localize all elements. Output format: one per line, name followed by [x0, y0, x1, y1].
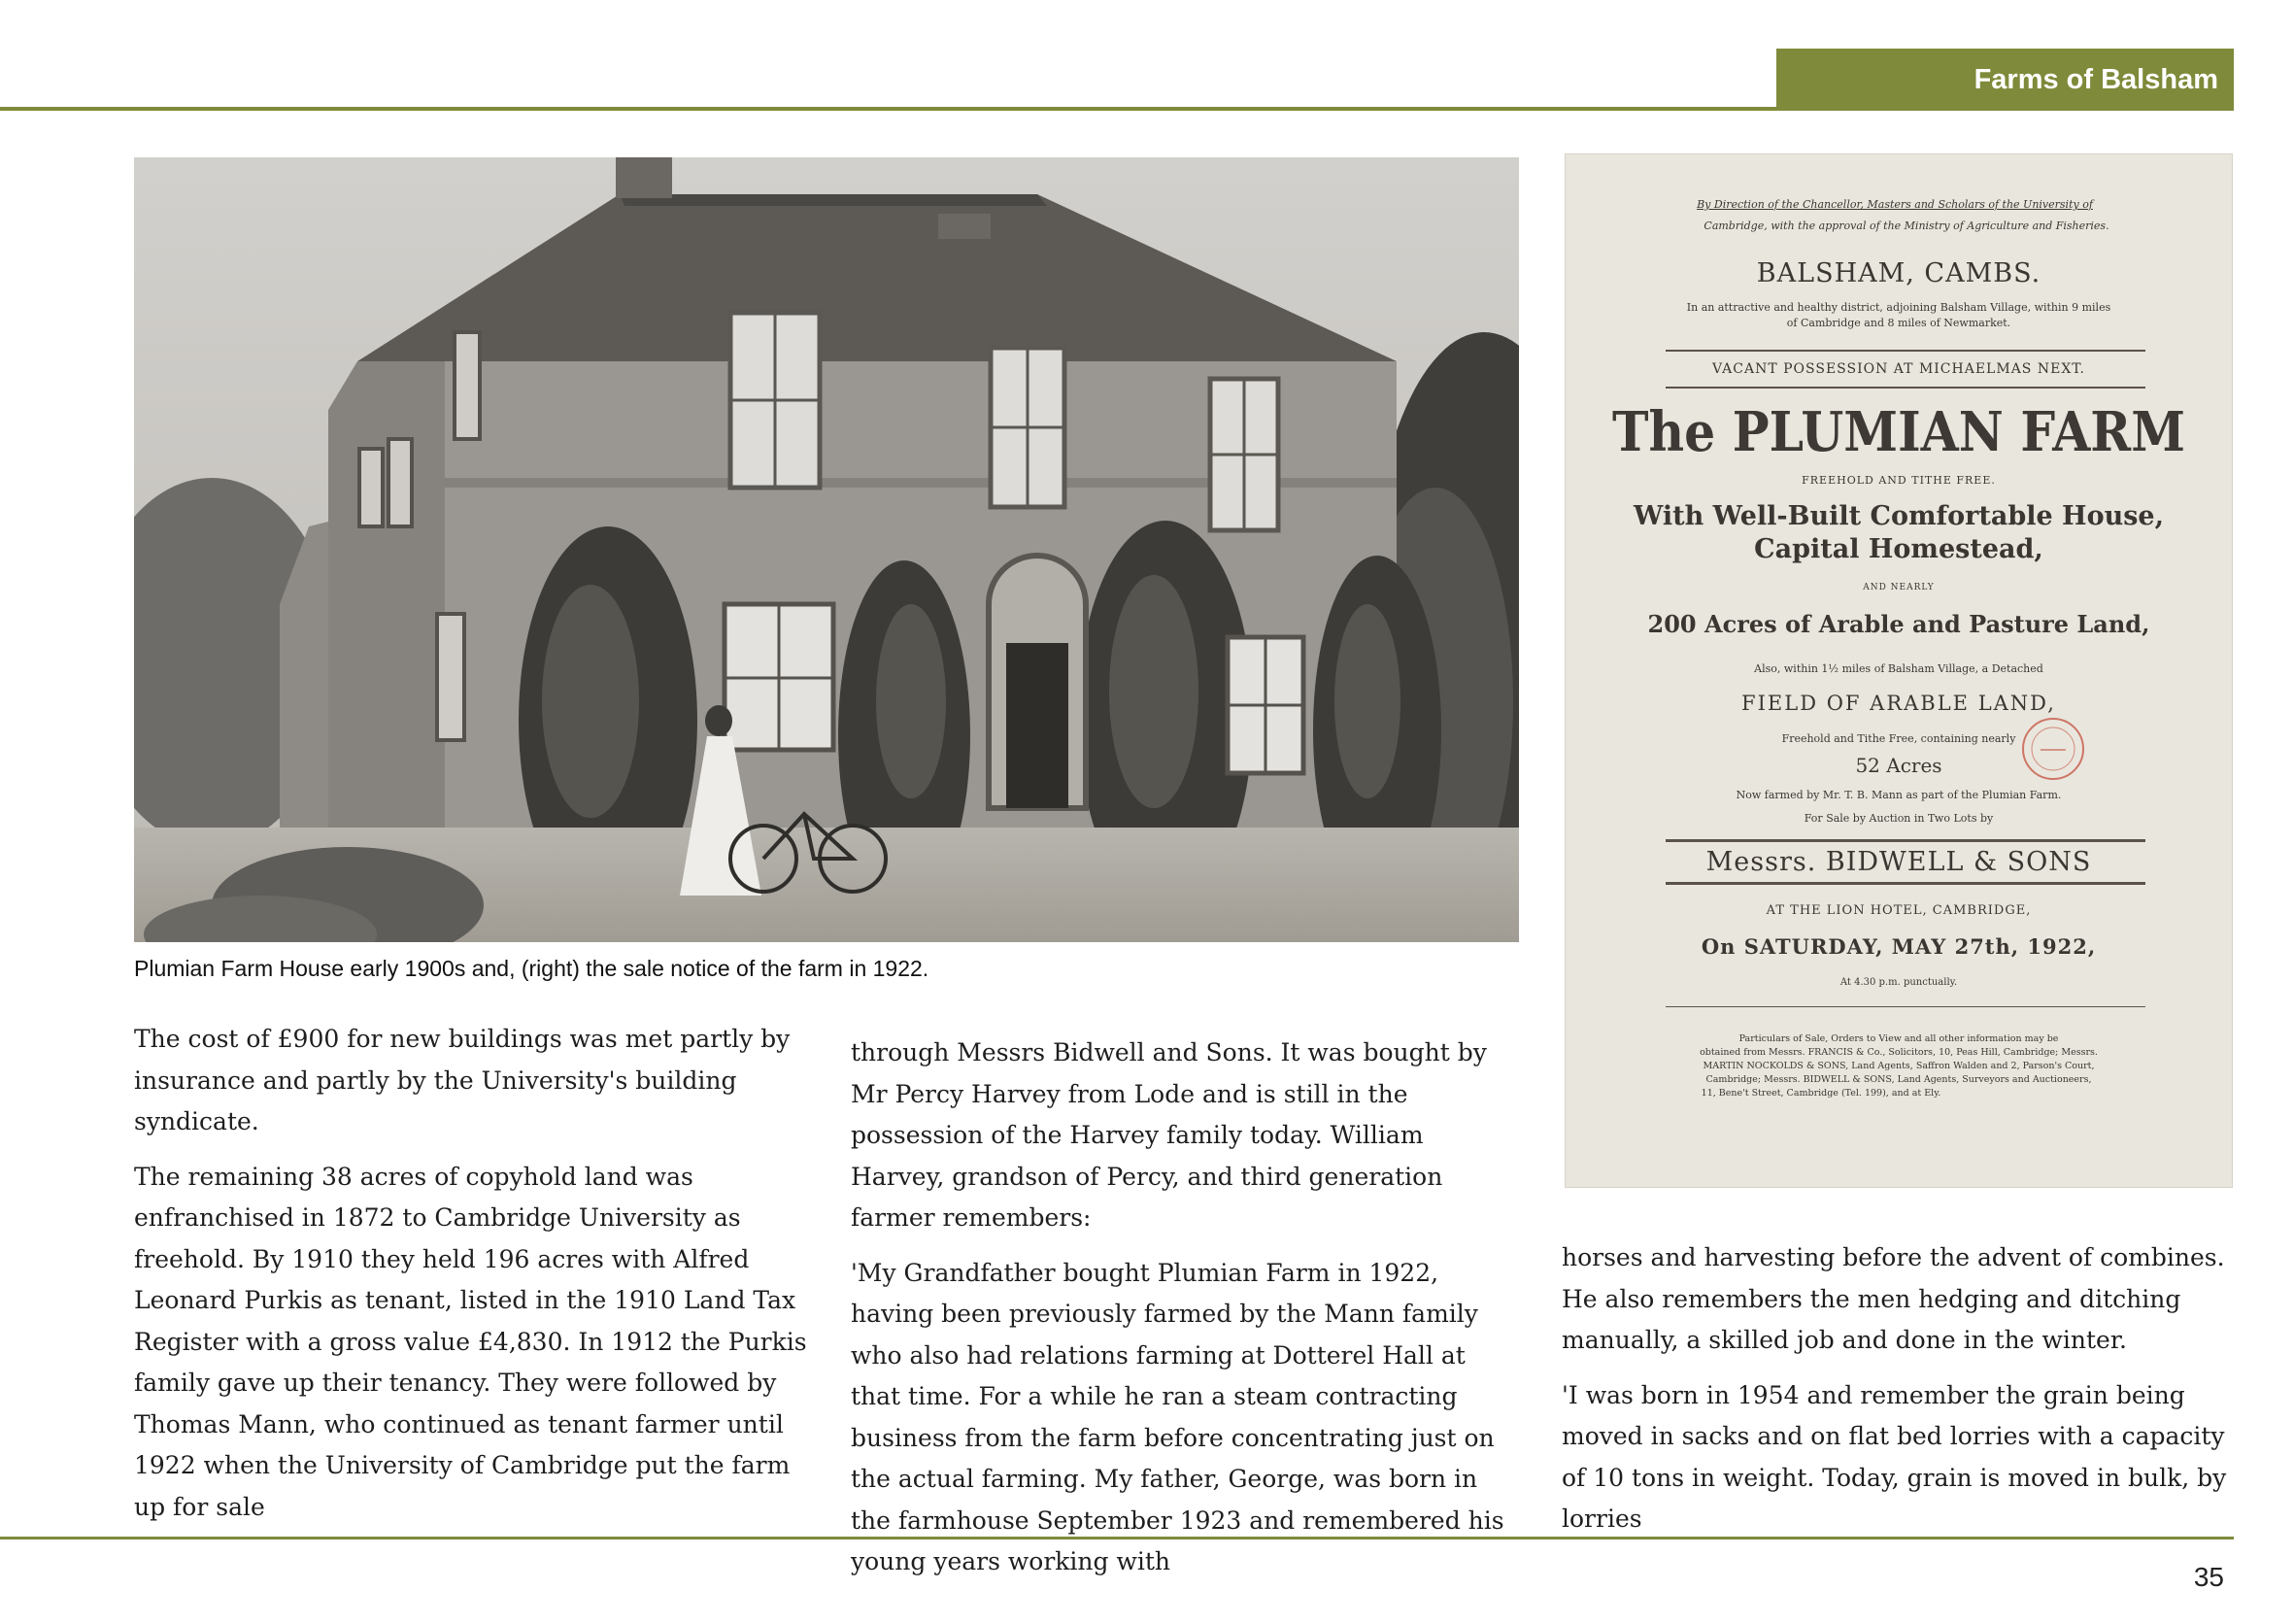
notice-acres-small: 52 Acres: [1855, 754, 1942, 777]
notice-tenure: FREEHOLD AND TITHE FREE.: [1802, 474, 1996, 487]
notice-auctioneers: Messrs. BIDWELL & SONS: [1705, 847, 2092, 877]
notice-date: On SATURDAY, MAY 27th, 1922,: [1701, 934, 2097, 959]
notice-rule: [1666, 839, 2145, 842]
notice-particulars-1: Particulars of Sale, Orders to View and all other information may be: [1738, 1033, 2059, 1044]
notice-rule: [1666, 882, 2145, 885]
notice-time: At 4.30 p.m. punctually.: [1839, 977, 1958, 988]
photo-caption: Plumian Farm House early 1900s and, (right) the sale notice of the farm in 1922.: [134, 956, 929, 981]
paragraph: horses and harvesting before the advent of combines. He also remembers the men hedging and ditching manually, a skilled job and done in the winter.: [1562, 1243, 2225, 1354]
sale-notice: [1565, 153, 2233, 1188]
notice-also-line: Also, within 1½ miles of Balsham Village, a Detached: [1754, 662, 2043, 675]
notice-particulars-4: Cambridge; Messrs. BIDWELL & SONS, Land Agents, Surveyors and Auctioneers,: [1705, 1074, 2092, 1085]
notice-and-nearly: AND NEARLY: [1863, 583, 1935, 592]
notice-rule: [1666, 350, 2145, 352]
library-stamp-icon: [2019, 715, 2087, 783]
notice-house-line-2: Capital Homestead,: [1754, 534, 2043, 564]
notice-direction-line-1: By Direction of the Chancellor, Masters and Scholars of the University of: [1697, 198, 2093, 211]
notice-for-sale: For Sale by Auction in Two Lots by: [1804, 812, 1994, 825]
text-column-2: [851, 1032, 1521, 1583]
notice-particulars-3: MARTIN NOCKOLDS & SONS, Land Agents, Saffron Walden and 2, Parson's Court,: [1703, 1061, 2095, 1071]
notice-field-line: FIELD OF ARABLE LAND,: [1741, 692, 2056, 715]
notice-house-line-1: With Well-Built Comfortable House,: [1634, 501, 2164, 531]
notice-rule: [1666, 1006, 2145, 1007]
page-number: 35: [2193, 1562, 2224, 1592]
paragraph: 'My Grandfather bought Plumian Farm in 1922, having been previously farmed by the Mann family who also had relations farming at Dotterel Hall at that time. For a while he ran a steam contracting business from the farm before concentrating just on the actual farming. My father, George, was born in the farmhouse September 1923 and remembered his young years working with: [851, 1258, 1504, 1575]
section-title: Farms of Balsham: [1974, 63, 2218, 95]
notice-rule: [1666, 387, 2145, 389]
notice-venue: AT THE LION HOTEL, CAMBRIDGE,: [1766, 903, 2032, 918]
notice-particulars-5: 11, Bene't Street, Cambridge (Tel. 199), and at Ely.: [1701, 1088, 1941, 1099]
notice-farm-name: The PLUMIAN FARM: [1611, 400, 2185, 464]
text-column-1: [134, 1019, 814, 1528]
paragraph: through Messrs Bidwell and Sons. It was bought by Mr Percy Harvey from Lode and is still in the possession of the Harvey family today. William Harvey, grandson of Percy, and third generation farmer remembers:: [851, 1038, 1487, 1232]
footer-rule: [0, 1537, 2234, 1539]
farmhouse-photo: [134, 157, 1519, 942]
section-title-tab: [1776, 49, 2234, 111]
notice-direction-line-2: Cambridge, with the approval of the Ministry of Agriculture and Fisheries.: [1704, 220, 2109, 232]
notice-particulars-2: obtained from Messrs. FRANCIS & Co., Solicitors, 10, Peas Hill, Cambridge; Messrs.: [1700, 1047, 2098, 1058]
notice-place: BALSHAM, CAMBS.: [1756, 258, 2041, 288]
notice-vacant: VACANT POSSESSION AT MICHAELMAS NEXT.: [1711, 361, 2086, 377]
notice-farmed-by: Now farmed by Mr. T. B. Mann as part of the Plumian Farm.: [1736, 789, 2062, 801]
notice-district-line-2: of Cambridge and 8 miles of Newmarket.: [1786, 317, 2011, 329]
paragraph: The cost of £900 for new buildings was met partly by insurance and partly by the University's building syndicate.: [134, 1025, 791, 1135]
notice-district-line-1: In an attractive and healthy district, adjoining Balsham Village, within 9 miles: [1686, 301, 2111, 314]
notice-freehold-line: Freehold and Tithe Free, containing nearly: [1781, 732, 2016, 745]
paragraph: The remaining 38 acres of copyhold land was enfranchised in 1872 to Cambridge University as freehold. By 1910 they held 196 acres with Alfred Leonard Purkis as tenant, listed in the 1910 Land Tax Register with a gross value £4,830. In 1912 the Purkis family gave up their tenancy. They were followed by Thomas Mann, who continued as tenant farmer until 1922 when the University of Cambridge put the farm up for sale: [134, 1162, 807, 1521]
notice-acres-line: 200 Acres of Arable and Pasture Land,: [1647, 610, 2150, 638]
paragraph: 'I was born in 1954 and remember the grain being moved in sacks and on flat bed lorries with a capacity of 10 tons in weight. Today, grain is moved in bulk, by lorries: [1562, 1380, 2227, 1533]
text-column-3: [1562, 1237, 2242, 1540]
